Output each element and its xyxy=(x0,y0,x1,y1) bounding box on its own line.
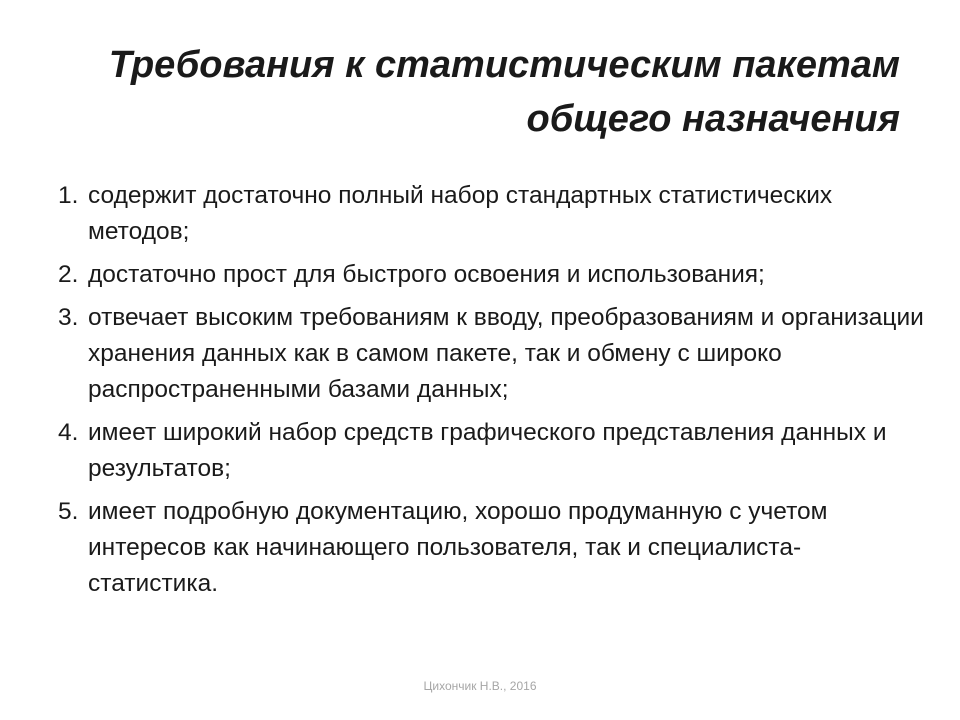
list-item-text: отвечает высоким требованиям к вводу, преобразованиям и организации хранения данных как в самом пакете, так и обмену с широко распространенными базами данных; xyxy=(88,304,924,403)
list-item xyxy=(58,178,928,250)
list-item-number: 4. xyxy=(58,419,79,446)
list-item xyxy=(58,494,928,602)
list-item-text: имеет подробную документацию, хорошо продуманную с учетом интересов как начинающего пользователя, так и специалиста-статистика. xyxy=(88,498,828,597)
list-item-number: 3. xyxy=(58,304,79,331)
slide-footer: Цихончик Н.В., 2016 xyxy=(423,679,537,693)
list-item-text: содержит достаточно полный набор стандартных статистических методов; xyxy=(88,182,833,245)
list-item-text: имеет широкий набор средств графического представления данных и результатов; xyxy=(88,419,887,482)
list-item-number: 1. xyxy=(58,182,79,209)
list-item-number: 2. xyxy=(58,261,79,288)
list-item-number: 5. xyxy=(58,498,79,525)
slide-title-line-2: общего назначения xyxy=(526,98,900,140)
slide-title xyxy=(40,38,900,146)
requirements-list xyxy=(58,178,928,609)
slide-title-line-1: Требования к статистическим пакетам xyxy=(108,44,900,86)
list-item xyxy=(58,257,928,293)
list-item xyxy=(58,415,928,487)
list-item xyxy=(58,300,928,408)
list-item-text: достаточно прост для быстрого освоения и использования; xyxy=(88,261,765,288)
